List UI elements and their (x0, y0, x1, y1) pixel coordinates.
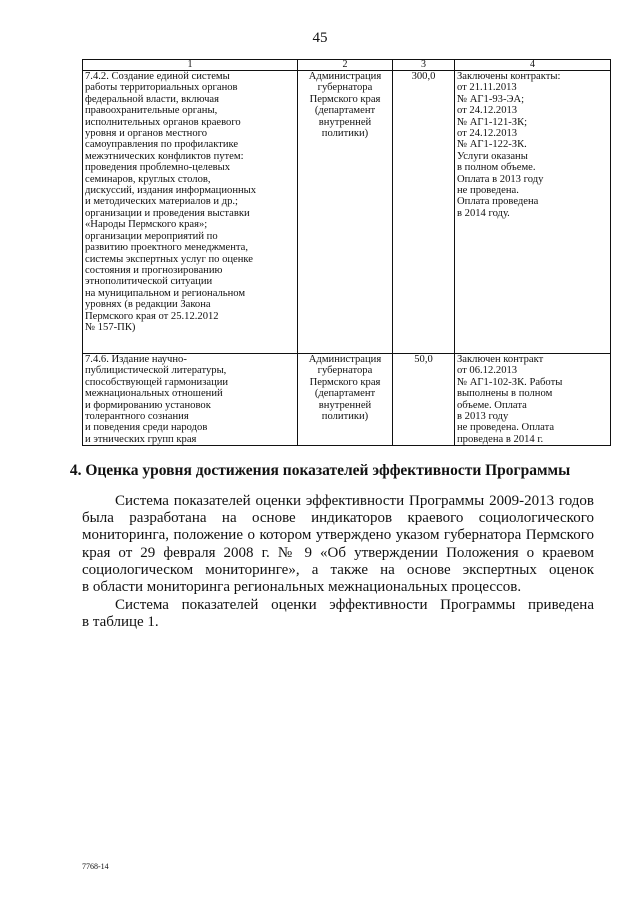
text-line: 7.4.2. Создание единой системы (85, 71, 230, 82)
text-line: не проведена. Оплата (457, 422, 555, 434)
text-line: № АГ1-121-ЗК; (457, 116, 528, 128)
text-line: дискуссий, издания информационных (85, 185, 257, 197)
paragraph-line: Система показателей оценки эффективности Программы приведена (115, 597, 594, 613)
text-line: № 157-ПК) (85, 321, 136, 333)
text-line: межнациональных отношений (85, 388, 223, 400)
text-line: № АГ1-93-ЭА; (457, 93, 525, 105)
text-line: правоохранительные органы, (85, 105, 218, 117)
text-line: Администрация (308, 354, 382, 365)
execution-status (455, 354, 611, 446)
text-line: Услуги оказаны (457, 150, 528, 162)
text-line: Заключен контракт (457, 354, 544, 365)
text-line: (департамент (314, 105, 376, 117)
responsible-executor (298, 354, 393, 446)
text-line: внутренней (318, 399, 372, 411)
paragraph-line: мониторинга, положение о котором утверждено указом губернатора Пермского (82, 527, 594, 544)
text-line: в 2013 году (457, 411, 509, 423)
page-number: 45 (312, 30, 328, 46)
text-line: не проведена. (457, 185, 519, 197)
text-line: от 24.12.2013 (457, 128, 518, 140)
text-line: Заключены контракты: (457, 71, 561, 82)
section-heading: 4. Оценка уровня достижения показателей эффективности Программы (69, 462, 571, 479)
text-line: развитию проектного менеджмента, (85, 242, 248, 254)
text-line: в полном объеме. (457, 162, 536, 174)
responsible-executor (298, 71, 393, 354)
measures-table (82, 59, 611, 446)
paragraph-table-reference (82, 597, 594, 631)
text-line: способствующей гармонизации (85, 376, 229, 388)
text-line: Пермского края (309, 93, 381, 105)
text-line: исполнительных органов краевого (85, 116, 241, 128)
paragraph-line: была разработана на основе индикаторов краевого социологического (82, 510, 594, 527)
text-line: «Народы Пермского края»; (85, 219, 208, 231)
text-line: № АГ1-122-ЗК. (457, 139, 527, 151)
funding-amount: 300,0 (393, 71, 455, 354)
text-line: и этнических групп края (85, 433, 197, 445)
paragraph-indicators (82, 493, 594, 596)
text-line: уровня и органов местного (85, 128, 208, 140)
table-row (83, 71, 611, 354)
text-line: федеральной власти, включая (85, 93, 220, 105)
text-line: выполнены в полном (457, 388, 553, 400)
paragraph-line: социологическом мониторинге», а также на основе экспертных оценок (82, 561, 594, 578)
text-line: (департамент (314, 388, 376, 400)
text-line: внутренней (318, 116, 372, 128)
text-line: в 2014 году. (457, 207, 510, 219)
text-line: самоуправления по профилактике (85, 139, 239, 151)
funding-amount: 50,0 (393, 354, 455, 446)
text-line: проведения проблемно-целевых (85, 162, 231, 174)
text-line: политики) (321, 411, 369, 423)
text-line: работы территориальных органов (85, 82, 238, 94)
measure-description (83, 354, 298, 446)
paragraph-line: в области мониторинга региональных межнациональных процессов. (82, 579, 522, 596)
text-line: Пермского края от 25.12.2012 (85, 310, 219, 322)
text-line: Оплата проведена (457, 196, 539, 208)
text-line: объеме. Оплата (457, 399, 527, 411)
table-row (83, 354, 611, 446)
paragraph-line: Система показателей оценки эффективности Программы 2009-2013 годов (115, 493, 594, 509)
table-header-cell: 4 (455, 60, 611, 71)
table-header-cell: 2 (298, 60, 393, 71)
measure-description (83, 71, 298, 354)
text-line: Администрация (308, 71, 382, 82)
text-line: на муниципальном и региональном (85, 287, 246, 299)
table-header-cell: 1 (83, 60, 298, 71)
text-line: политики) (321, 128, 369, 140)
text-line: уровнях (в редакции Закона (85, 299, 211, 311)
text-line: организации и проведения выставки (85, 207, 250, 219)
footer-code: 7768-14 (82, 862, 109, 871)
text-line: этнополитической ситуации (85, 276, 213, 288)
text-line: и формированию установок (85, 399, 211, 411)
table-header-row (83, 60, 611, 71)
text-line: системы экспертных услуг по оценке (85, 253, 254, 265)
text-line: публицистической литературы, (85, 365, 227, 377)
text-line: № АГ1-102-ЗК. Работы (457, 376, 563, 388)
text-line: от 06.12.2013 (457, 365, 518, 377)
table-header-cell: 3 (393, 60, 455, 71)
text-line: и методических материалов и др.; (85, 196, 239, 208)
text-line: от 24.12.2013 (457, 105, 518, 117)
text-line: губернатора (317, 365, 373, 377)
text-line: от 21.11.2013 (457, 82, 517, 94)
text-line: Пермского края (309, 376, 381, 388)
text-line: организации мероприятий по (85, 230, 218, 242)
paragraph-line: края от 29 февраля 2008 г. № 9 «Об утверждении Положения о краевом (82, 544, 594, 561)
text-line: семинаров, круглых столов, (85, 173, 211, 185)
text-line: губернатора (317, 82, 373, 94)
text-line: проведена в 2014 г. (457, 433, 544, 445)
text-line: и поведения среди народов (85, 422, 208, 434)
execution-status (455, 71, 611, 354)
text-line: 7.4.6. Издание научно- (85, 354, 187, 365)
text-line: межэтнических конфликтов путем: (85, 150, 244, 162)
text-line: толерантного сознания (85, 411, 189, 423)
text-line: состояния и прогнозированию (85, 264, 223, 276)
text-line: Оплата в 2013 году (457, 173, 544, 185)
paragraph-line: в таблице 1. (82, 614, 159, 631)
